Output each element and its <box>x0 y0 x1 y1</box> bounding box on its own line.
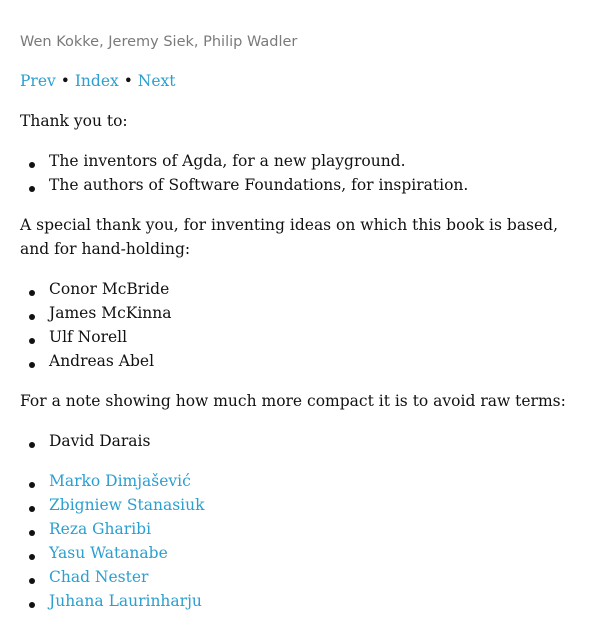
compact-note-intro: For a note showing how much more compact it is to avoid raw terms: <box>20 392 566 410</box>
compact-note-list <box>20 429 580 453</box>
nav-separator: • <box>60 72 70 90</box>
list-item: James McKinna <box>20 301 580 325</box>
thanks-intro: Thank you to: <box>20 112 128 130</box>
special-thanks-intro: A special thank you, for inventing ideas on which this book is based, and for hand-holding: <box>20 216 559 258</box>
list-item <box>20 493 580 517</box>
contributor-list <box>20 469 580 613</box>
thanks-list <box>20 149 580 197</box>
next-link[interactable]: Next <box>137 72 176 90</box>
list-item <box>20 517 580 541</box>
contributor-link[interactable]: Zbigniew Stanasiuk <box>49 496 205 514</box>
list-item <box>20 469 580 493</box>
list-item <box>20 565 580 589</box>
nav-separator: • <box>123 72 133 90</box>
list-item <box>20 541 580 565</box>
special-thanks-list <box>20 277 580 373</box>
list-item: The authors of Software Foundations, for inspiration. <box>20 173 580 197</box>
list-item: The inventors of Agda, for a new playground. <box>20 149 580 173</box>
contributor-link[interactable]: Juhana Laurinharju <box>49 592 202 610</box>
main-content <box>20 109 580 629</box>
contributor-link[interactable]: Marko Dimjašević <box>49 472 191 490</box>
list-item: David Darais <box>20 429 580 453</box>
authors-line: Wen Kokke, Jeremy Siek, Philip Wadler <box>20 34 298 50</box>
list-item: Andreas Abel <box>20 349 580 373</box>
contributor-link[interactable]: Yasu Watanabe <box>49 544 168 562</box>
page-navigation <box>20 69 176 93</box>
contributor-link[interactable]: Chad Nester <box>49 568 149 586</box>
index-link[interactable]: Index <box>74 72 119 90</box>
list-item: Conor McBride <box>20 277 580 301</box>
list-item <box>20 589 580 613</box>
contributor-link[interactable]: Reza Gharibi <box>49 520 152 538</box>
list-item: Ulf Norell <box>20 325 580 349</box>
prev-link[interactable]: Prev <box>20 72 56 90</box>
